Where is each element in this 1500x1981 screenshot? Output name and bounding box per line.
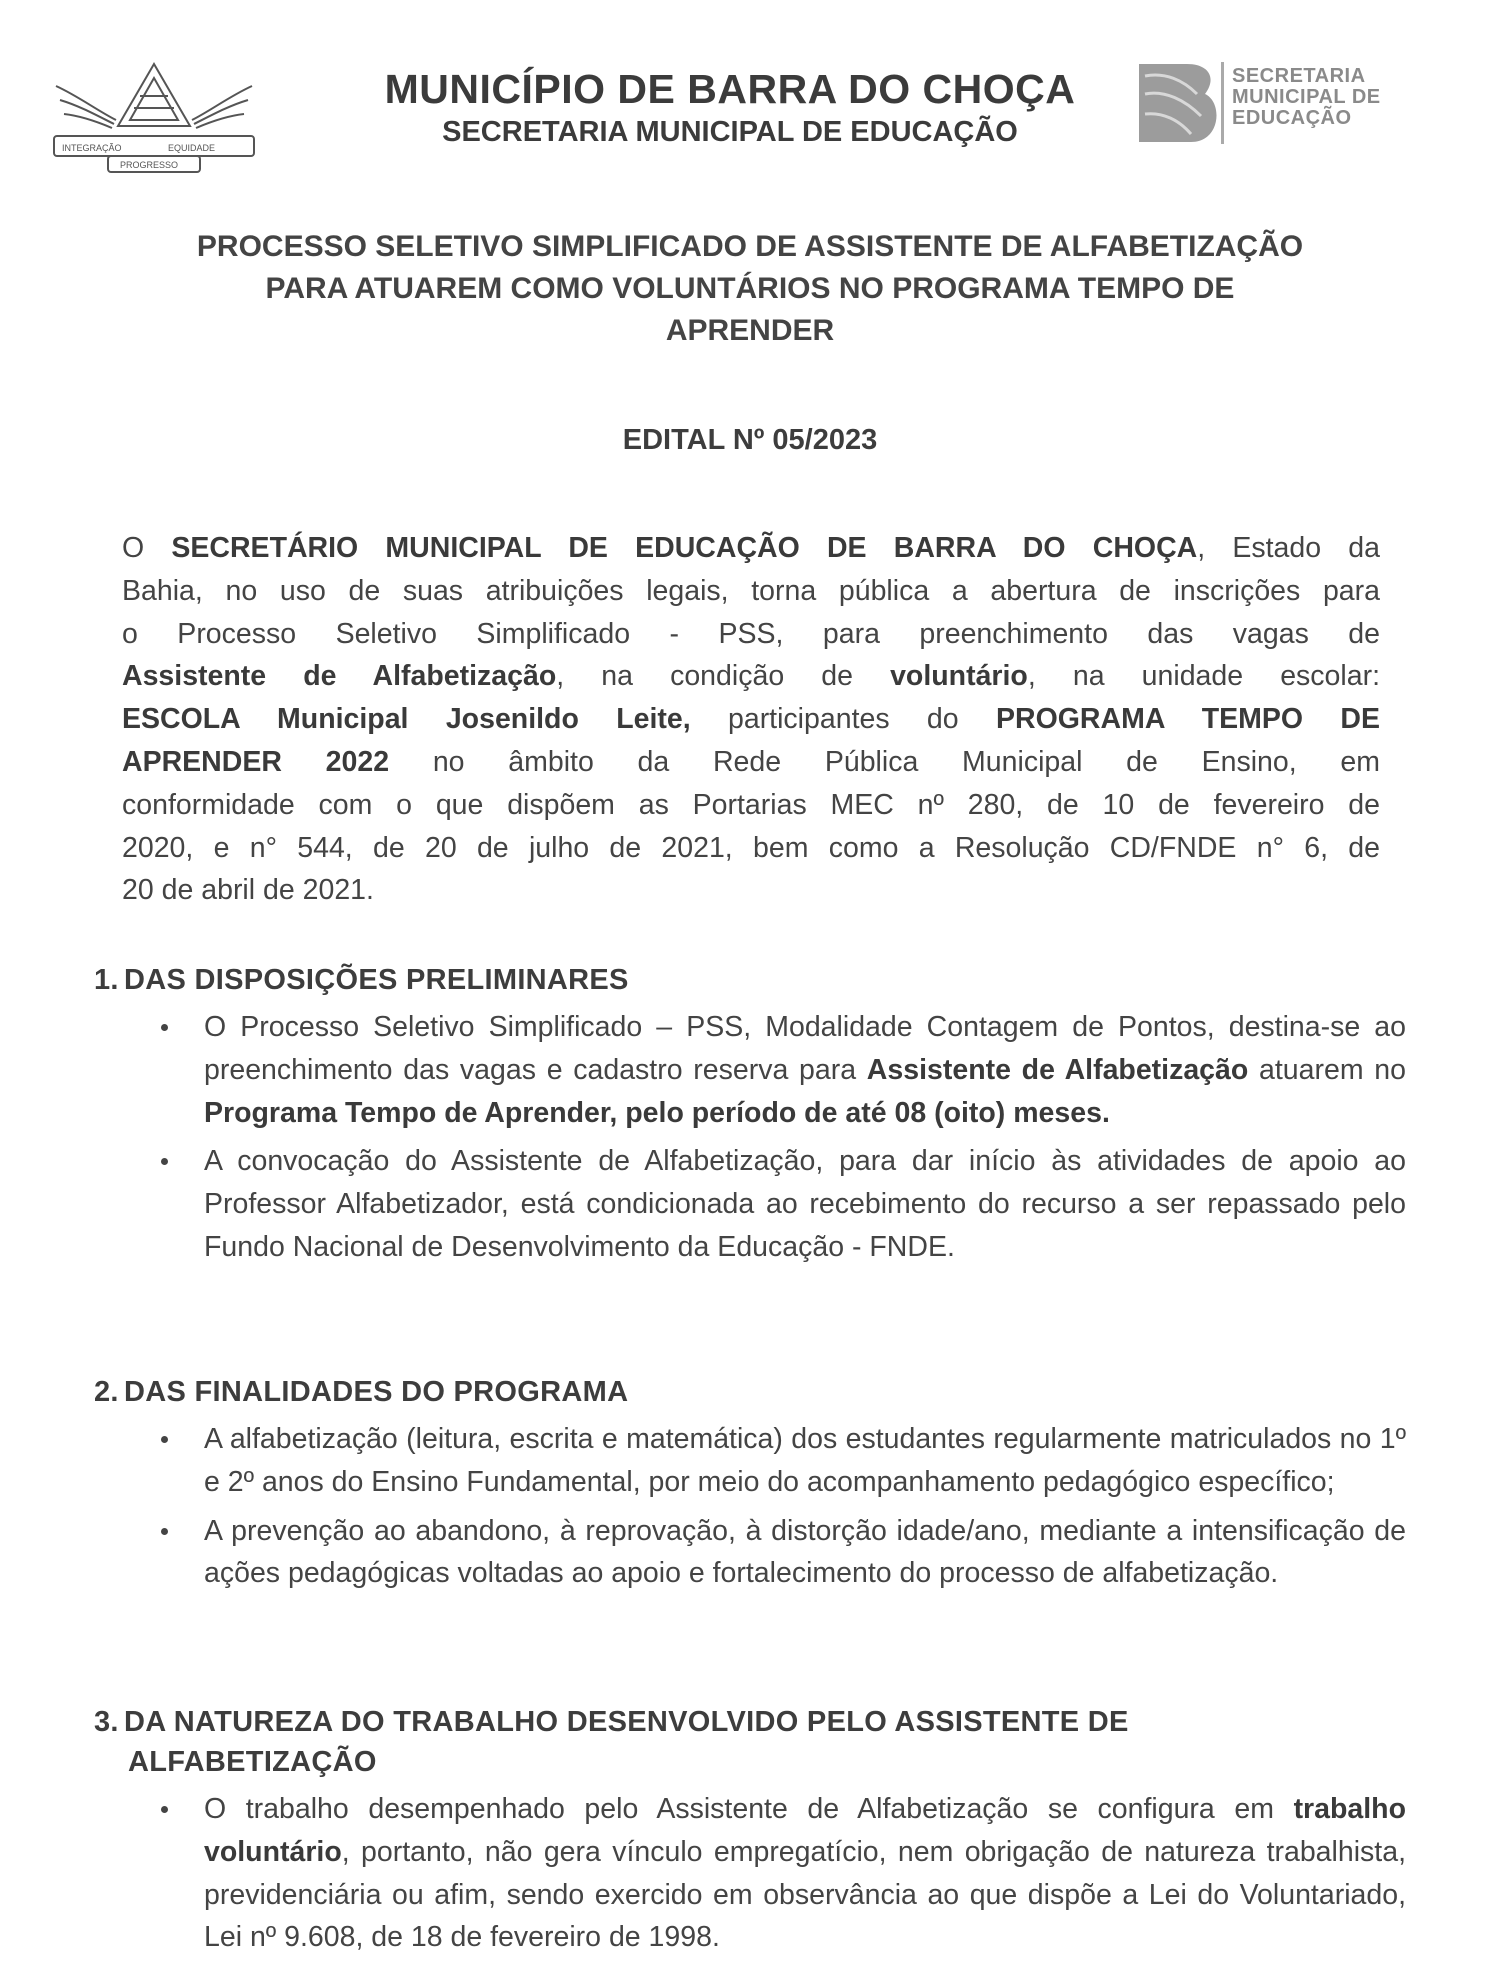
bullet-icon xyxy=(161,1806,168,1813)
process-title-line: APRENDER xyxy=(665,314,835,347)
document-header xyxy=(0,50,1500,180)
section-heading: 1. DAS DISPOSIÇÕES PRELIMINARES xyxy=(94,964,629,996)
secretariat-title: SECRETARIA MUNICIPAL DE EDUCAÇÃO xyxy=(442,116,1018,148)
crest-word-3: PROGRESSO xyxy=(120,160,179,170)
crest-word-1: INTEGRAÇÃO xyxy=(62,143,122,153)
list-item xyxy=(94,1788,1404,1959)
intro-line: ESCOLA Municipal Josenildo Leite, participantes do PROGRAMA TEMPO DE xyxy=(122,703,1380,736)
intro-line: O SECRETÁRIO MUNICIPAL DE EDUCAÇÃO DE BARRA DO CHOÇA, Estado da xyxy=(122,532,1380,564)
list-item xyxy=(94,1140,1404,1268)
intro-line: APRENDER 2022 no âmbito da Rede Pública Municipal de Ensino, em xyxy=(122,745,1380,778)
bullet-icon xyxy=(161,1158,168,1165)
list-item xyxy=(94,1510,1404,1596)
list-item xyxy=(94,1418,1404,1504)
list-item-text: A prevenção ao abandono, à reprovação, à distorção idade/ano, mediante a intensificação de ações pedagógicas voltadas ao apoio e fortalecimento do processo de alfabetização. xyxy=(204,1514,1406,1590)
section-heading: 2. DAS FINALIDADES DO PROGRAMA xyxy=(94,1376,629,1408)
bullet-icon xyxy=(161,1528,168,1535)
education-secretariat-logo-icon xyxy=(1135,60,1225,146)
process-title xyxy=(120,226,1380,352)
process-title-line: PARA ATUAREM COMO VOLUNTÁRIOS NO PROGRAMA TEMPO DE xyxy=(265,272,1235,305)
section-1 xyxy=(94,960,1404,1269)
municipality-title: MUNICÍPIO DE BARRA DO CHOÇA xyxy=(384,66,1076,112)
intro-line: o Processo Seletivo Simplificado - PSS, para preenchimento das vagas de xyxy=(122,617,1380,650)
list-item-text: O trabalho desempenhado pelo Assistente de Alfabetização se configura em trabalho voluntário, portanto, não gera vínculo empregatício, nem obrigação de natureza trabalhista, previdenciária ou afim, sendo exercido em observância ao que dispõe a Lei do Voluntariado, Lei nº 9.608, de 18 de fevereiro de 1998. xyxy=(204,1793,1406,1954)
intro-line: 2020, e n° 544, de 20 de julho de 2021, bem como a Resolução CD/FNDE n° 6, de xyxy=(122,831,1380,864)
education-secretariat-logo-text xyxy=(1232,66,1462,129)
municipal-crest-logo xyxy=(48,56,260,176)
intro-line: 20 de abril de 2021. xyxy=(122,874,374,907)
intro-paragraph xyxy=(122,527,1380,912)
section-2 xyxy=(94,1372,1404,1595)
logo-line: EDUCAÇÃO xyxy=(1232,107,1352,129)
intro-line: conformidade com o que dispõem as Portarias MEC nº 280, de 10 de fevereiro de xyxy=(122,788,1380,821)
list-item xyxy=(94,1006,1404,1134)
logo-line: SECRETARIA xyxy=(1232,65,1366,87)
section-3 xyxy=(94,1702,1404,1959)
list-item-text: O Processo Seletivo Simplificado – PSS, Modalidade Contagem de Pontos, destina-se ao preenchimento das vagas e cadastro reserva para Assistente de Alfabetização atuarem no Programa Tempo de Aprender, pelo período de até 08 (oito) meses. xyxy=(204,1011,1406,1129)
list-item-text: A convocação do Assistente de Alfabetização, para dar início às atividades de apoio ao Professor Alfabetizador, está condicionada ao recebimento do recurso a ser repassado pelo Fundo Nacional de Desenvolvimento da Educação - FNDE. xyxy=(204,1145,1406,1263)
intro-line: Assistente de Alfabetização, na condição de voluntário, na unidade escolar: xyxy=(122,660,1380,693)
process-title-line: PROCESSO SELETIVO SIMPLIFICADO DE ASSISTENTE DE ALFABETIZAÇÃO xyxy=(196,230,1304,263)
edital-number: EDITAL Nº 05/2023 xyxy=(622,424,878,456)
logo-line: MUNICIPAL DE xyxy=(1232,86,1381,108)
section-heading: 3. DA NATUREZA DO TRABALHO DESENVOLVIDO PELO ASSISTENTE DE ALFABETIZAÇÃO xyxy=(94,1706,1129,1778)
bullet-icon xyxy=(161,1024,168,1031)
list-item-text: A alfabetização (leitura, escrita e matemática) dos estudantes regularmente matriculados no 1º e 2º anos do Ensino Fundamental, por meio do acompanhamento pedagógico específico; xyxy=(204,1423,1406,1498)
bullet-icon xyxy=(161,1436,168,1443)
intro-line: Bahia, no uso de suas atribuições legais, torna pública a abertura de inscrições para xyxy=(122,574,1380,607)
crest-word-2: EQUIDADE xyxy=(168,143,216,153)
